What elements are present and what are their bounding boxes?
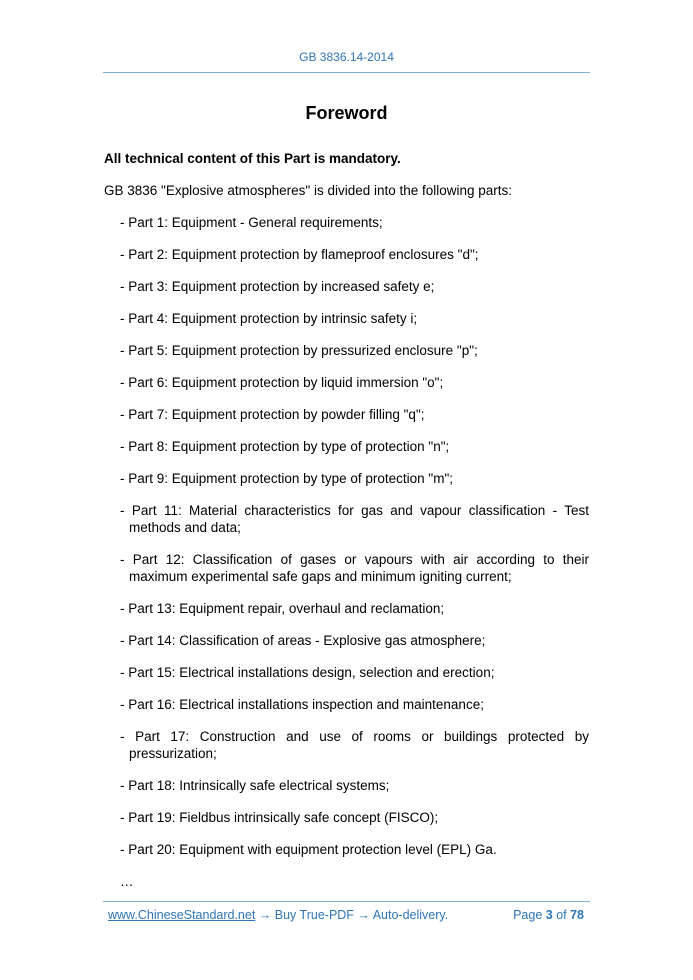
list-item: - Part 12: Classification of gases or vapours with air according to their maximum experimental safe gaps and minimum igniting current; — [120, 552, 589, 584]
page-of: of — [552, 908, 571, 922]
list-item: - Part 20: Equipment with equipment protection level (EPL) Ga. — [120, 842, 497, 857]
website-link[interactable]: www.ChineseStandard.net — [108, 908, 256, 922]
header-divider — [103, 72, 590, 73]
list-item: - Part 9: Equipment protection by type of protection "m"; — [120, 471, 453, 486]
parts-list — [104, 214, 589, 858]
page-footer — [108, 908, 584, 924]
list-item: - Part 16: Electrical installations inspection and maintenance; — [120, 697, 484, 712]
page-number — [513, 908, 584, 922]
list-item: - Part 18: Intrinsically safe electrical systems; — [120, 778, 390, 793]
list-item: - Part 3: Equipment protection by increased safety e; — [120, 279, 435, 294]
list-item: - Part 11: Material characteristics for gas and vapour classification - Test methods and data; — [120, 503, 589, 535]
document-id-header: GB 3836.14-2014 — [299, 50, 394, 64]
footer-promo — [108, 908, 448, 922]
list-item: - Part 8: Equipment protection by type of protection "n"; — [120, 439, 450, 454]
footer-promo-text: → Buy True-PDF → Auto-delivery. — [255, 908, 449, 922]
list-item: - Part 13: Equipment repair, overhaul and reclamation; — [120, 601, 445, 616]
page-total: 78 — [570, 908, 584, 922]
list-item: - Part 6: Equipment protection by liquid immersion "o"; — [120, 375, 444, 390]
page-label: Page — [513, 908, 546, 922]
list-item: - Part 5: Equipment protection by pressurized enclosure "p"; — [120, 343, 478, 358]
list-item: - Part 19: Fieldbus intrinsically safe concept (FISCO); — [120, 810, 439, 825]
page-title: Foreword — [305, 103, 388, 123]
list-item: - Part 15: Electrical installations design, selection and erection; — [120, 665, 495, 680]
parts-intro: GB 3836 "Explosive atmospheres" is divided into the following parts: — [104, 183, 513, 198]
list-item: - Part 2: Equipment protection by flameproof enclosures "d"; — [120, 247, 479, 262]
page-current: 3 — [545, 908, 553, 922]
list-item: - Part 1: Equipment - General requirements; — [120, 215, 383, 230]
continuation-ellipsis: … — [120, 874, 134, 889]
document-body — [104, 150, 589, 890]
list-item: - Part 14: Classification of areas - Explosive gas atmosphere; — [120, 633, 486, 648]
footer-divider — [103, 901, 590, 902]
list-item: - Part 4: Equipment protection by intrinsic safety i; — [120, 311, 418, 326]
list-item: - Part 7: Equipment protection by powder filling "q"; — [120, 407, 425, 422]
list-item: - Part 17: Construction and use of rooms or buildings protected by pressurization; — [120, 729, 589, 761]
mandatory-statement: All technical content of this Part is mandatory. — [104, 151, 401, 166]
